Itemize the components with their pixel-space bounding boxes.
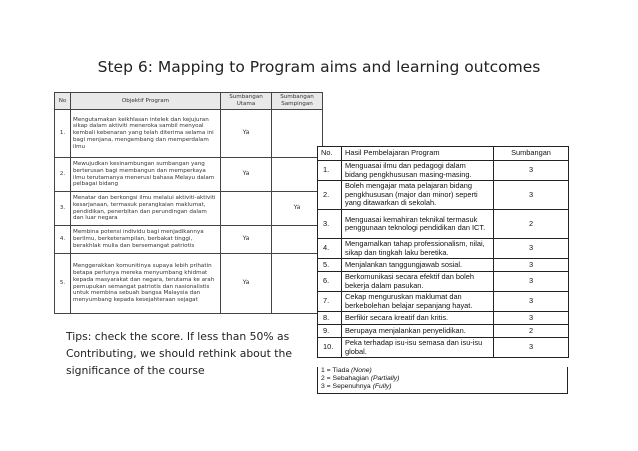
table-row [318,325,569,338]
objective-text: Membina potensi individu bagi menjadikannya berilmu, berketerampilan, berbakat tinggi, berakhlak mulia dan bersemangat patriotis [71,226,221,254]
table-row [318,259,569,272]
outcome-text: Berupaya menjalankan penyelidikan. [342,325,494,338]
contribution-score: 3 [494,312,569,325]
table-row [55,158,323,192]
objective-text: Menggerakkan komunitinya supaya lebih prihatin betapa perlunya mereka menyumbang khidmat kepada masyarakat dan negara, terutama ke arah pemupukan semangat patriotis dan nasionalistis untuk membina sebuah bangsa Malaysia dan menyumbang kepada kesejahteraan sejagat [71,254,221,314]
legend-item: 2 = Sebahagian (Partially) [321,375,400,382]
contribution-score: 3 [494,292,569,312]
main-contribution: Ya [221,110,272,158]
row-number: 1. [55,110,71,158]
contribution-score: 3 [494,338,569,358]
header-no: No. [318,147,342,161]
row-number: 6. [318,272,342,292]
header-main-contribution: Sumbangan Utama [221,93,272,110]
header-no: No [55,93,71,110]
table-row [318,272,569,292]
row-number: 8. [318,312,342,325]
row-number: 1. [318,161,342,181]
outcome-text: Menjalankan tanggungjawab sosial. [342,259,494,272]
score-legend [317,367,568,394]
table-row [318,312,569,325]
program-objectives-table [54,92,323,314]
outcome-text: Berfikir secara kreatif dan kritis. [342,312,494,325]
legend-item: 3 = Sepenuhnya (Fully) [321,383,392,390]
header-contribution: Sumbangan [494,147,569,161]
table-row [318,338,569,358]
outcome-text: Mengamalkan tahap professionalism, nilai, sikap dan tingkah laku beretika. [342,239,494,259]
contribution-score: 2 [494,325,569,338]
table-row [55,192,323,226]
outcome-text: Menguasai ilmu dan pedagogi dalam bidang pengkhususan masing-masing. [342,161,494,181]
outcome-text: Berkomunikasi secara efektif dan boleh bekerja dalam pasukan. [342,272,494,292]
table-row [318,181,569,210]
row-number: 4. [55,226,71,254]
contribution-score: 3 [494,272,569,292]
main-contribution [221,192,272,226]
objective-text: Mengutamakan keikhlasan intelek dan kejujuran sikap dalam aktiviti meneroka sambil menyoal kembali kebenaran yang telah diterima selama ini bagi menjana, mengembang dan memperdalam ilmu [71,110,221,158]
table-row [55,254,323,314]
table-row [55,110,323,158]
side-contribution: Ya [272,192,323,226]
contribution-score: 2 [494,210,569,239]
table-header-row [55,93,323,110]
contribution-score: 3 [494,161,569,181]
objective-text: Mewujudkan kesinambungan sumbangan yang berterusan bagi membangun dan memperkaya ilmu terutamanya menerusi bahasa Melayu dalam pelbagai bidang [71,158,221,192]
contribution-score: 3 [494,239,569,259]
table-row [318,161,569,181]
side-contribution [272,110,323,158]
tips-text: Tips: check the score. If less than 50% as Contributing, we should rethink about the significance of the course [66,330,293,377]
learning-outcomes-table [317,146,569,358]
outcome-text: Boleh mengajar mata pelajaran bidang pengkhususan (major dan minor) seperti yang ditawarkan di sekolah. [342,181,494,210]
row-number: 4. [318,239,342,259]
row-number: 3. [318,210,342,239]
row-number: 5. [318,259,342,272]
contribution-score: 3 [494,181,569,210]
table-header-row [318,147,569,161]
legend-item: 1 = Tiada (None) [321,367,372,374]
header-side-contribution: Sumbangan Sampingan [272,93,323,110]
row-number: 2. [318,181,342,210]
outcome-text: Menguasai kemahiran teknikal termasuk penggunaan teknologi pendidikan dan ICT. [342,210,494,239]
row-number: 9. [318,325,342,338]
header-objective: Objektif Program [71,93,221,110]
objective-text: Menatar dan berkongsi ilmu melalui aktiviti-aktiviti kesarjanaan, termasuk perangkaian maklumat, pendidikan, penerbitan dan perundingan dalam dan luar negara [71,192,221,226]
row-number: 3. [55,192,71,226]
side-contribution [272,254,323,314]
side-contribution [272,226,323,254]
table-row [318,239,569,259]
slide-title: Step 6: Mapping to Program aims and learning outcomes [97,58,541,76]
side-contribution [272,158,323,192]
row-number: 7. [318,292,342,312]
outcome-text: Peka terhadap isu-isu semasa dan isu-isu global. [342,338,494,358]
contribution-score: 3 [494,259,569,272]
table-row [318,292,569,312]
outcome-text: Cekap menguruskan maklumat dan berkebolehan belajar sepanjang hayat. [342,292,494,312]
main-contribution: Ya [221,254,272,314]
header-outcome: Hasil Pembelajaran Program [342,147,494,161]
main-contribution: Ya [221,158,272,192]
main-contribution: Ya [221,226,272,254]
row-number: 2. [55,158,71,192]
row-number: 10. [318,338,342,358]
table-row [318,210,569,239]
row-number: 5. [55,254,71,314]
table-row [55,226,323,254]
